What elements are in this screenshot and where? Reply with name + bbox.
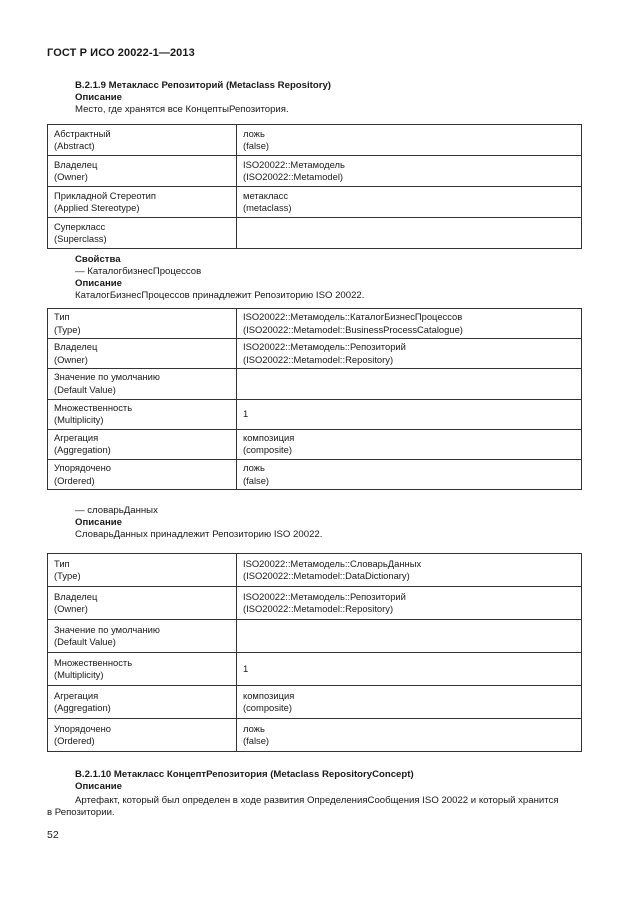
cell-line-primary: Агрегация bbox=[54, 431, 99, 443]
cell-line-secondary: (ISO20022::Metamodel::Repository) bbox=[243, 353, 394, 365]
attribute-name-cell bbox=[48, 187, 237, 218]
property-name-business-process-catalogue: — КаталогбизнесПроцессов bbox=[75, 266, 202, 277]
cell-line-primary: ISO20022::Метамодель::КаталогБизнесПроцессов bbox=[243, 311, 463, 323]
attribute-name-cell bbox=[48, 125, 237, 156]
cell-line-primary: Прикладной Стереотип bbox=[54, 189, 156, 201]
table-row bbox=[48, 187, 582, 218]
attribute-name-cell bbox=[48, 156, 237, 187]
cell-line-secondary: (Owner) bbox=[54, 171, 88, 182]
property-name-data-dictionary: — словарьДанных bbox=[75, 505, 158, 516]
cell-line-primary: Владелец bbox=[54, 341, 98, 353]
attribute-name-cell bbox=[48, 620, 237, 653]
cell-line-primary: Множественность bbox=[54, 656, 133, 668]
attribute-value-cell bbox=[237, 653, 582, 686]
attribute-value-cell bbox=[237, 429, 582, 459]
business-process-catalogue-table bbox=[47, 308, 582, 490]
cell-line-secondary: (ISO20022::Metamodel::BusinessProcessCatalogue) bbox=[243, 323, 463, 335]
cell-line-primary: Упорядочено bbox=[54, 462, 111, 474]
attribute-value-cell bbox=[237, 587, 582, 620]
attribute-value-cell bbox=[237, 156, 582, 187]
cell-line-secondary: (composite) bbox=[243, 702, 292, 713]
cell-line-primary: Абстрактный bbox=[54, 127, 111, 139]
cell-line-primary: Значение по умолчанию bbox=[54, 371, 160, 383]
table-row bbox=[48, 125, 582, 156]
cell-line-secondary: (false) bbox=[243, 140, 270, 151]
cell-line-secondary: (Type) bbox=[54, 570, 81, 581]
cell-line-secondary: (metaclass) bbox=[243, 202, 292, 213]
description-text-line-1: Артефакт, который был определен в ходе развития ОпределенияСообщения ISO 20022 и который хранится bbox=[75, 795, 559, 806]
cell-line-secondary: (Abstract) bbox=[54, 140, 95, 151]
attribute-name-cell bbox=[48, 309, 237, 339]
cell-line-secondary: (Owner) bbox=[54, 603, 88, 614]
cell-line-primary: Тип bbox=[54, 311, 70, 323]
section-title-repository: B.2.1.9 Метакласс Репозиторий (Metaclass Repository) bbox=[75, 80, 331, 91]
attribute-name-cell bbox=[48, 218, 237, 249]
table-row bbox=[48, 587, 582, 620]
attribute-value-cell bbox=[237, 459, 582, 489]
description-text: Место, где хранятся все КонцептыРепозитория. bbox=[75, 104, 289, 115]
attribute-value-cell bbox=[237, 339, 582, 369]
cell-line-primary: Тип bbox=[54, 557, 70, 569]
attribute-name-cell bbox=[48, 429, 237, 459]
attribute-value-cell bbox=[237, 554, 582, 587]
attribute-value-cell bbox=[237, 399, 582, 429]
table-row bbox=[48, 719, 582, 752]
description-label: Описание bbox=[75, 781, 122, 792]
cell-line-primary: метакласс bbox=[243, 189, 289, 201]
attribute-value-cell bbox=[237, 686, 582, 719]
description-text: СловарьДанных принадлежит Репозиторию ISO 20022. bbox=[75, 529, 323, 540]
attribute-name-cell bbox=[48, 459, 237, 489]
table-row bbox=[48, 218, 582, 249]
document-header: ГОСТ Р ИСО 20022-1—2013 bbox=[47, 47, 195, 59]
cell-line-secondary: (ISO20022::Metamodel::Repository) bbox=[243, 603, 394, 614]
cell-line-secondary: (ISO20022::Metamodel) bbox=[243, 171, 344, 182]
cell-line-primary: Владелец bbox=[54, 590, 98, 602]
cell-line-primary: ISO20022::Метамодель::Репозиторий bbox=[243, 341, 406, 353]
properties-label: Свойства bbox=[75, 254, 121, 265]
data-dictionary-table bbox=[47, 553, 582, 752]
cell-line-primary: Значение по умолчанию bbox=[54, 623, 160, 635]
cell-line-primary: 1 bbox=[243, 662, 249, 674]
cell-line-secondary: (composite) bbox=[243, 444, 292, 456]
table-row bbox=[48, 369, 582, 399]
description-label: Описание bbox=[75, 517, 122, 528]
table-row bbox=[48, 309, 582, 339]
section-title-repository-concept: B.2.1.10 Метакласс КонцептРепозитория (Metaclass RepositoryConcept) bbox=[75, 769, 414, 780]
cell-line-secondary: (Superclass) bbox=[54, 233, 107, 244]
cell-line-secondary: (Multiplicity) bbox=[54, 414, 104, 426]
cell-line-primary: Суперкласс bbox=[54, 220, 106, 232]
cell-line-primary: ложь bbox=[243, 722, 265, 734]
repository-attributes-table bbox=[47, 124, 582, 249]
cell-line-primary: ложь bbox=[243, 462, 265, 474]
cell-line-secondary: (ISO20022::Metamodel::DataDictionary) bbox=[243, 570, 410, 581]
cell-line-primary: ложь bbox=[243, 127, 265, 139]
description-label: Описание bbox=[75, 278, 122, 289]
attribute-value-cell bbox=[237, 369, 582, 399]
cell-line-secondary: (Owner) bbox=[54, 353, 88, 365]
table-row bbox=[48, 399, 582, 429]
cell-line-secondary: (false) bbox=[243, 474, 270, 486]
attribute-name-cell bbox=[48, 653, 237, 686]
cell-line-secondary: (Default Value) bbox=[54, 636, 116, 647]
table-row bbox=[48, 686, 582, 719]
attribute-name-cell bbox=[48, 719, 237, 752]
cell-line-primary: ISO20022::Метамодель bbox=[243, 158, 345, 170]
attribute-value-cell bbox=[237, 125, 582, 156]
attribute-value-cell bbox=[237, 309, 582, 339]
attribute-name-cell bbox=[48, 339, 237, 369]
cell-line-primary: Упорядочено bbox=[54, 722, 111, 734]
description-text-line-2: в Репозитории. bbox=[47, 807, 115, 818]
table-row bbox=[48, 653, 582, 686]
cell-line-primary: ISO20022::Метамодель::СловарьДанных bbox=[243, 557, 422, 569]
cell-line-secondary: (Ordered) bbox=[54, 735, 95, 746]
cell-line-secondary: (Applied Stereotype) bbox=[54, 202, 140, 213]
attribute-name-cell bbox=[48, 587, 237, 620]
table-row bbox=[48, 339, 582, 369]
cell-line-secondary: (Multiplicity) bbox=[54, 669, 104, 680]
attribute-name-cell bbox=[48, 686, 237, 719]
attribute-value-cell bbox=[237, 187, 582, 218]
table-row bbox=[48, 156, 582, 187]
cell-line-primary: 1 bbox=[243, 407, 249, 419]
attribute-value-cell bbox=[237, 218, 582, 249]
cell-line-secondary: (Type) bbox=[54, 323, 81, 335]
cell-line-primary: Множественность bbox=[54, 401, 133, 413]
table-row bbox=[48, 554, 582, 587]
attribute-value-cell bbox=[237, 719, 582, 752]
attribute-name-cell bbox=[48, 554, 237, 587]
cell-line-primary: композиция bbox=[243, 689, 295, 701]
description-label: Описание bbox=[75, 92, 122, 103]
cell-line-secondary: (Ordered) bbox=[54, 474, 95, 486]
cell-line-primary: композиция bbox=[243, 431, 295, 443]
attribute-value-cell bbox=[237, 620, 582, 653]
page-number: 52 bbox=[47, 829, 59, 841]
description-text: КаталогБизнесПроцессов принадлежит Репозиторию ISO 20022. bbox=[75, 290, 365, 301]
table-row bbox=[48, 429, 582, 459]
table-row bbox=[48, 620, 582, 653]
cell-line-primary: Владелец bbox=[54, 158, 98, 170]
cell-line-primary: Агрегация bbox=[54, 689, 99, 701]
cell-line-primary: ISO20022::Метамодель::Репозиторий bbox=[243, 590, 406, 602]
table-row bbox=[48, 459, 582, 489]
cell-line-secondary: (Aggregation) bbox=[54, 444, 111, 456]
attribute-name-cell bbox=[48, 369, 237, 399]
attribute-name-cell bbox=[48, 399, 237, 429]
cell-line-secondary: (Aggregation) bbox=[54, 702, 111, 713]
cell-line-secondary: (false) bbox=[243, 735, 270, 746]
cell-line-secondary: (Default Value) bbox=[54, 383, 116, 395]
